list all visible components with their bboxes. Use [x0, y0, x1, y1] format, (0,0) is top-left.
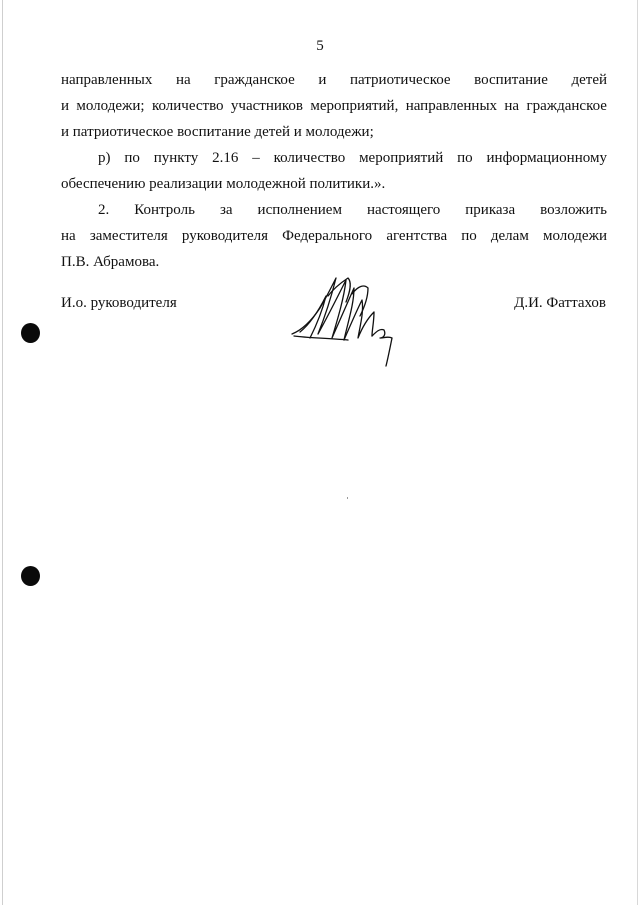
punch-hole-lower [21, 566, 40, 586]
text-line: на заместителя руководителя Федерального агентства по делам молодежи [61, 228, 607, 244]
text-line: 2. Контроль за исполнением настоящего приказа возложить [98, 202, 607, 218]
scan-speck [347, 497, 348, 499]
handwritten-signature [288, 272, 398, 372]
page-number: 5 [316, 38, 324, 54]
signatory-name: Д.И. Фаттахов [514, 295, 606, 311]
scan-edge-left [2, 0, 3, 905]
text-line: р) по пункту 2.16 – количество мероприятий по информационному [98, 150, 607, 166]
text-line: направленных на гражданское и патриотическое воспитание детей [61, 72, 607, 88]
paragraph-continuation [61, 67, 607, 145]
paragraph-item-2 [61, 197, 607, 275]
text-line: обеспечению реализации молодежной политики.». [61, 176, 386, 192]
signatory-position: И.о. руководителя [61, 295, 177, 311]
scan-edge-right [637, 0, 638, 905]
text-line: и молодежи; количество участников мероприятий, направленных на гражданское [61, 98, 607, 114]
text-line: и патриотическое воспитание детей и молодежи; [61, 124, 374, 140]
text-line: П.В. Абрамова. [61, 254, 160, 270]
punch-hole-upper [21, 323, 40, 343]
paragraph-item-r [61, 145, 607, 197]
